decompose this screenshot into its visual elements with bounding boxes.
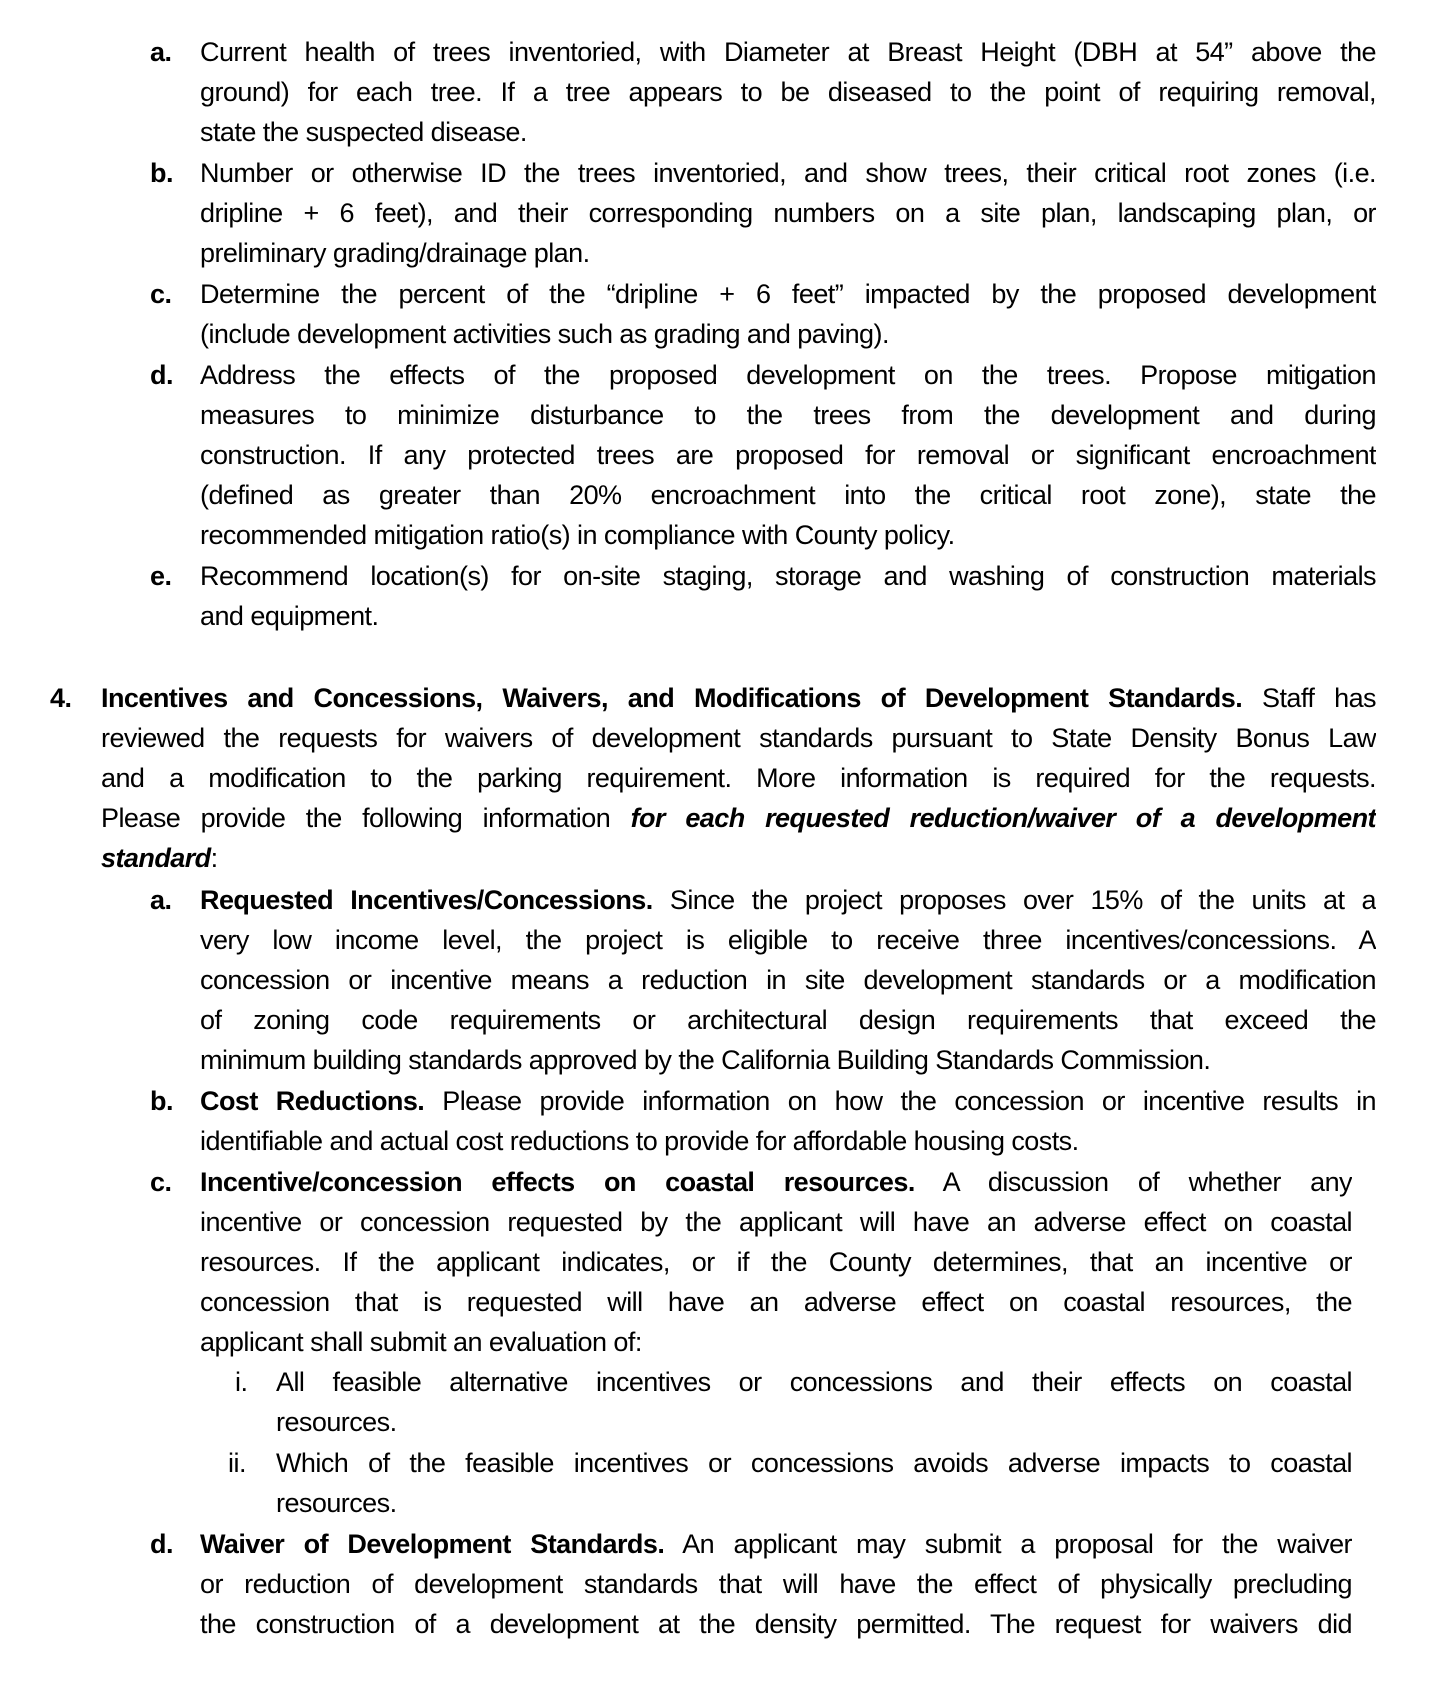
section-number: 4. [50, 683, 72, 713]
list-item-text-line: Current health of trees inventoried, with Diameter at Breast Height (DBH at 54” above the [200, 37, 1376, 67]
list-item-text-line: Number or otherwise ID the trees inventoried, and show trees, their critical root zones (i.e. [200, 158, 1376, 188]
list-item-text-line: minimum building standards approved by the California Building Standards Commission. [200, 1045, 1211, 1075]
section-heading-line [101, 678, 1376, 718]
subitem-marker: ii. [228, 1448, 246, 1478]
list-item-text-line: or reduction of development standards that will have the effect of physically precluding [200, 1569, 1352, 1599]
list-marker: d. [150, 1529, 173, 1559]
list-item-text-line: incentive or concession requested by the applicant will have an adverse effect on coastal [200, 1207, 1352, 1237]
list-item-title: Incentive/concession effects on coastal resources. [200, 1167, 915, 1197]
section-body-line: and a modification to the parking requirement. More information is required for the requests. [101, 763, 1376, 793]
section-body-line: reviewed the requests for waivers of development standards pursuant to State Density Bonus Law [101, 723, 1376, 753]
section-heading-tail: Staff has [1262, 683, 1376, 713]
list-marker: a. [150, 37, 172, 67]
list-item-text-line: and equipment. [200, 601, 379, 631]
list-item-text: Please provide information on how the concession or incentive results in [442, 1086, 1376, 1116]
list-item-text-line: ground) for each tree. If a tree appears to be diseased to the point of requiring removal, [200, 77, 1376, 107]
list-item-text-line: Address the effects of the proposed development on the trees. Propose mitigation [200, 360, 1376, 390]
list-item-text: Since the project proposes over 15% of the units at a [669, 885, 1376, 915]
list-item-text-line: resources. If the applicant indicates, or if the County determines, that an incentive or [200, 1247, 1352, 1277]
list-item-text-line: concession that is requested will have an adverse effect on coastal resources, the [200, 1287, 1352, 1317]
subitem-text-line: Which of the feasible incentives or concessions avoids adverse impacts to coastal [276, 1448, 1352, 1478]
list-item-text-line: the construction of a development at the density permitted. The request for waivers did [200, 1609, 1352, 1639]
list-item-text-line: dripline + 6 feet), and their corresponding numbers on a site plan, landscaping plan, or [200, 198, 1376, 228]
list-marker: c. [150, 279, 172, 309]
list-item-text-line: (include development activities such as grading and paving). [200, 319, 889, 349]
list-marker: b. [150, 1086, 173, 1116]
list-item-text-line: construction. If any protected trees are proposed for removal or significant encroachment [200, 440, 1376, 470]
list-item-text-line [200, 880, 1376, 920]
list-item-text-line [200, 1081, 1376, 1121]
list-item-title: Cost Reductions. [200, 1086, 425, 1116]
emphasis-text: for each requested reduction/waiver of a development [630, 803, 1376, 833]
list-marker: e. [150, 561, 172, 591]
list-item-text: An applicant may submit a proposal for the waiver [682, 1529, 1352, 1559]
list-item-text: A discussion of whether any [942, 1167, 1352, 1197]
list-item-text-line: applicant shall submit an evaluation of: [200, 1327, 642, 1357]
colon-text: : [210, 843, 218, 873]
list-item-text-line: measures to minimize disturbance to the trees from the development and during [200, 400, 1376, 430]
subitem-text-line: resources. [276, 1488, 397, 1518]
list-item-text-line: preliminary grading/drainage plan. [200, 238, 590, 268]
please-provide-text: Please provide the following information [101, 803, 611, 833]
subitem-text-line: resources. [276, 1407, 397, 1437]
list-item-title: Requested Incentives/Concessions. [200, 885, 653, 915]
list-marker: d. [150, 360, 173, 390]
list-item-text-line: Determine the percent of the “dripline + 6 feet” impacted by the proposed development [200, 279, 1376, 309]
list-item-text-line: very low income level, the project is eligible to receive three incentives/concessions. A [200, 925, 1376, 955]
list-item-text-line: Recommend location(s) for on-site staging, storage and washing of construction materials [200, 561, 1376, 591]
section-body-line [101, 798, 1376, 838]
list-marker: b. [150, 158, 173, 188]
list-marker: c. [150, 1167, 172, 1197]
list-item-title: Waiver of Development Standards. [200, 1529, 665, 1559]
section-body-line [101, 838, 1376, 878]
subitem-marker: i. [235, 1367, 248, 1397]
list-item-text-line: concession or incentive means a reduction in site development standards or a modification [200, 965, 1376, 995]
emphasis-text: standard [101, 843, 211, 873]
list-item-text-line: identifiable and actual cost reductions to provide for affordable housing costs. [200, 1126, 1079, 1156]
list-item-text-line [200, 1162, 1352, 1202]
list-marker: a. [150, 885, 172, 915]
section-heading: Incentives and Concessions, Waivers, and Modifications of Development Standards. [101, 683, 1243, 713]
subitem-text-line: All feasible alternative incentives or concessions and their effects on coastal [276, 1367, 1352, 1397]
list-item-text-line: state the suspected disease. [200, 117, 527, 147]
list-item-text-line: of zoning code requirements or architectural design requirements that exceed the [200, 1005, 1376, 1035]
list-item-text-line [200, 1524, 1352, 1564]
list-item-text-line: recommended mitigation ratio(s) in compliance with County policy. [200, 520, 955, 550]
list-item-text-line: (defined as greater than 20% encroachment into the critical root zone), state the [200, 480, 1376, 510]
